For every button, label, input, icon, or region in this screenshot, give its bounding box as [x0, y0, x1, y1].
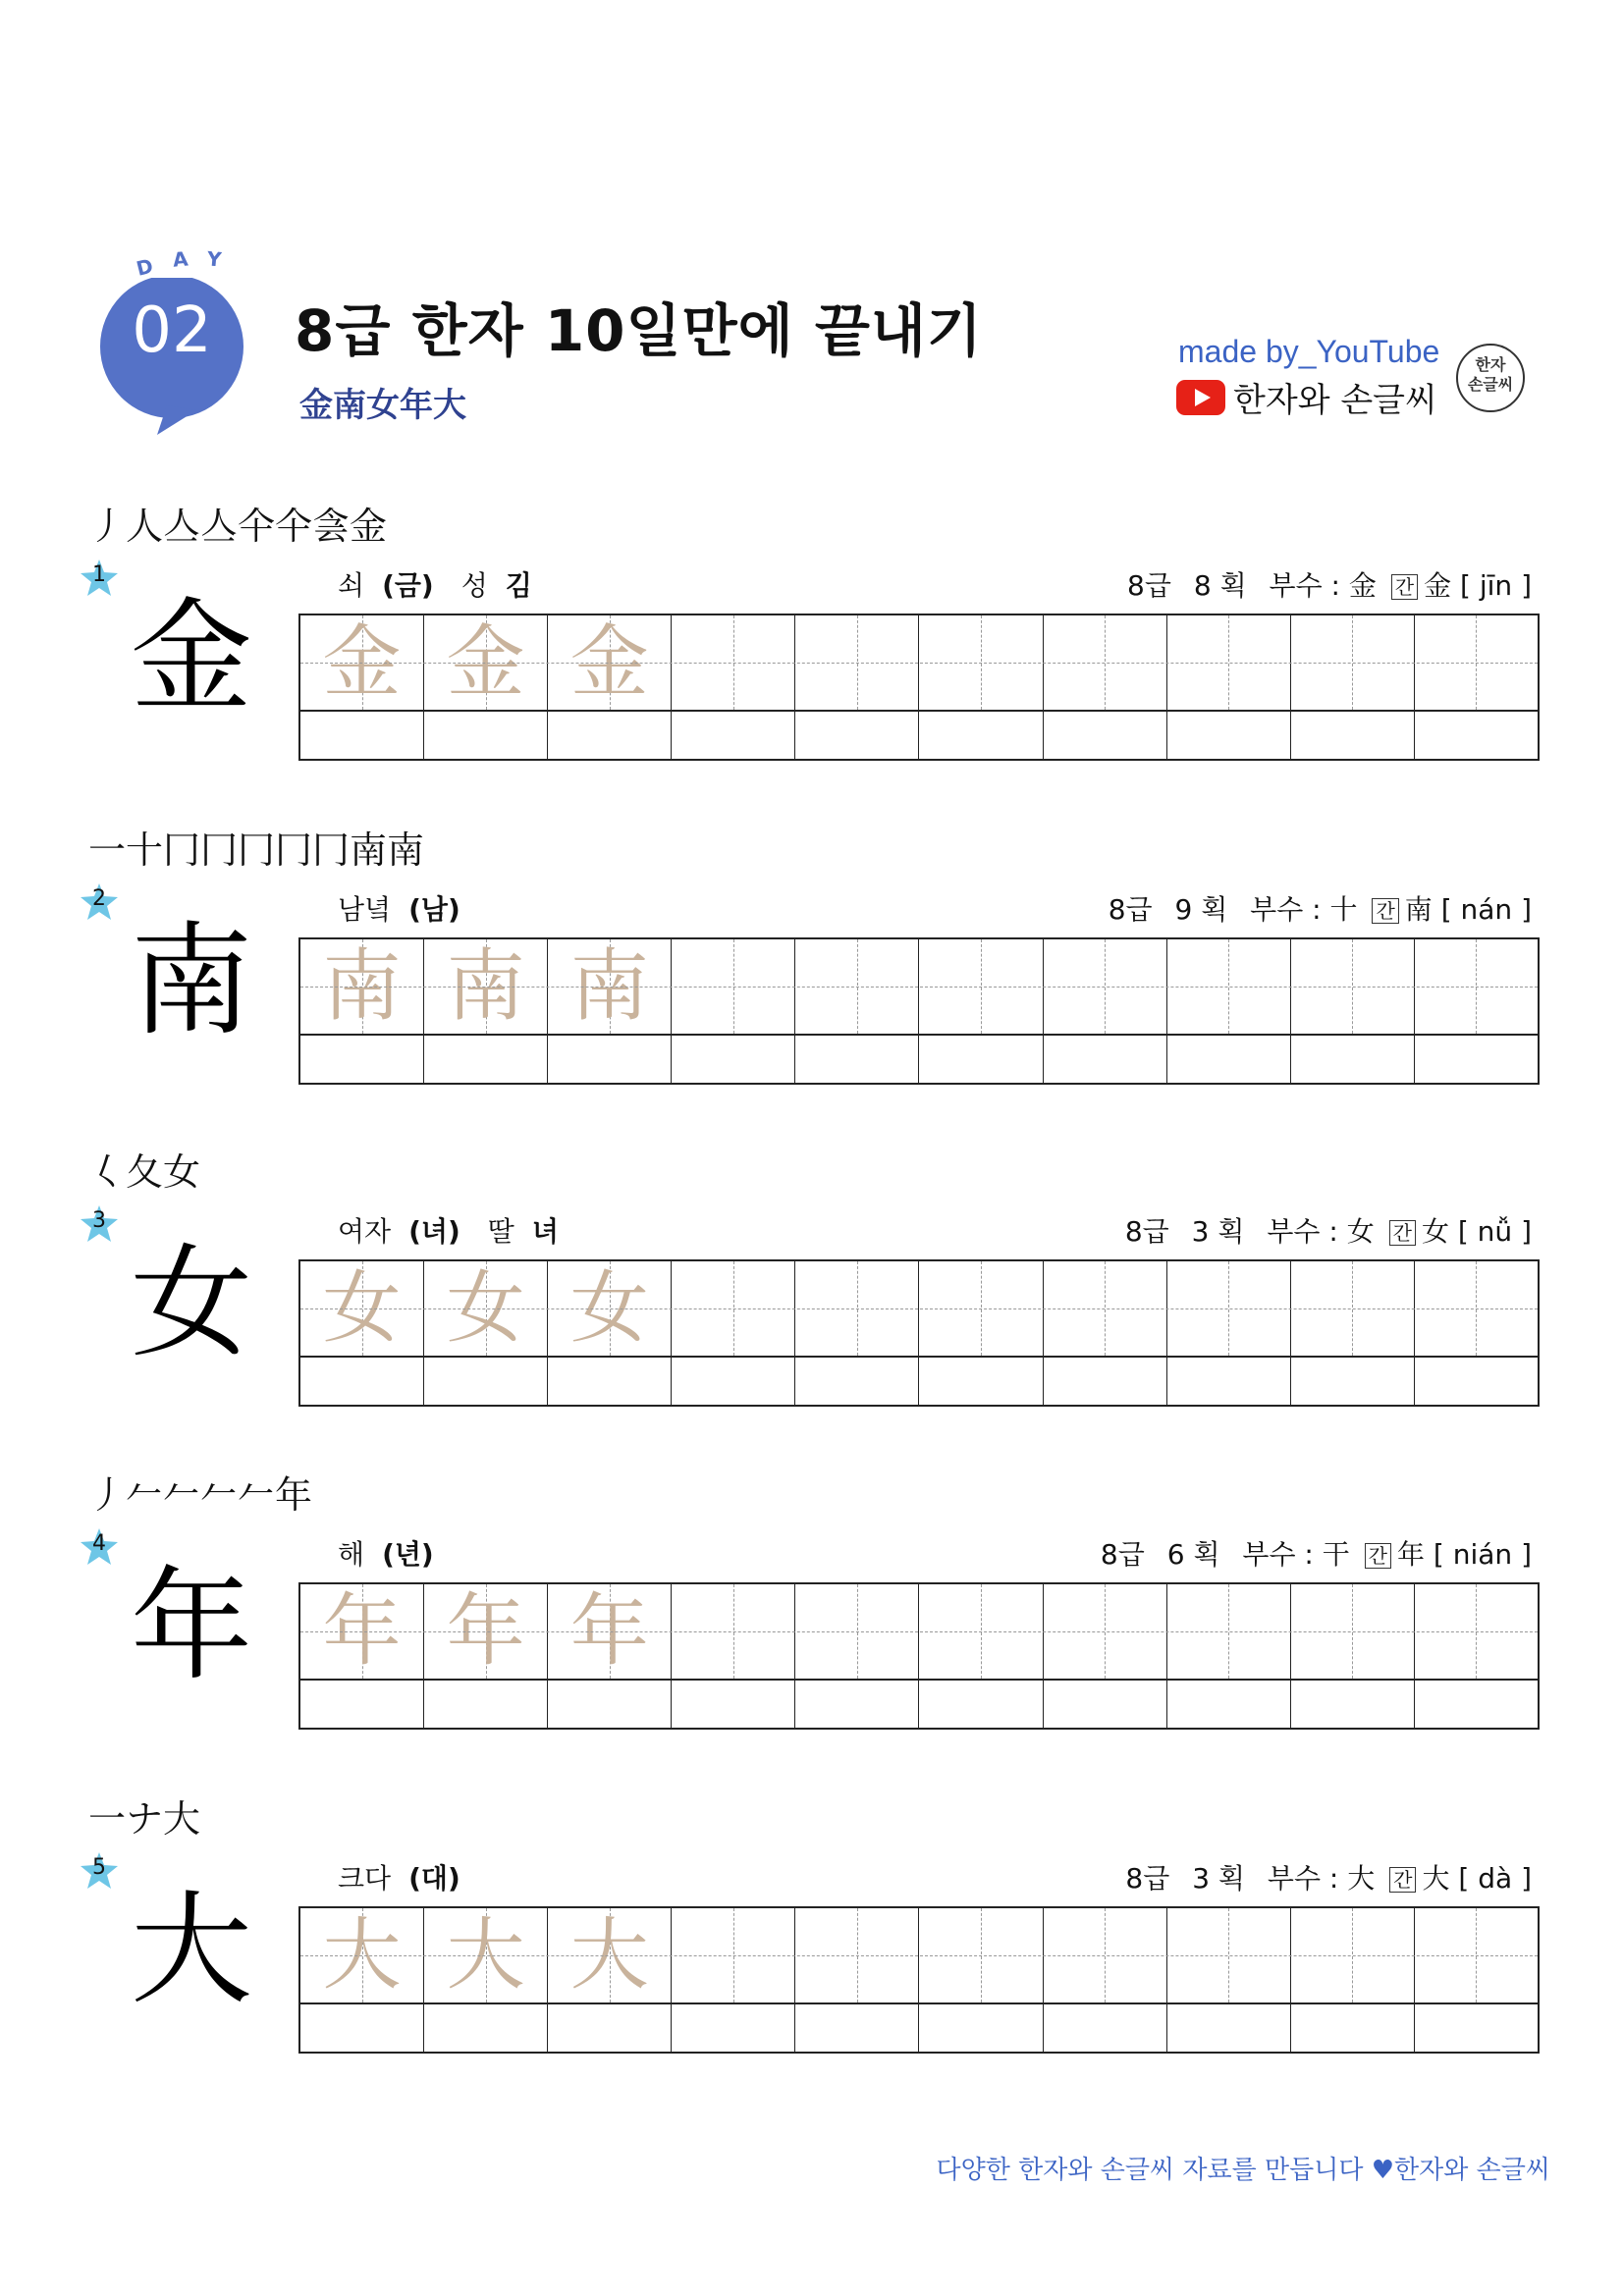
- grid-cell[interactable]: [1167, 939, 1291, 1083]
- main-character: 年: [130, 1556, 252, 1697]
- level: 8급: [1100, 1538, 1145, 1571]
- reading: (금): [382, 569, 434, 602]
- char-info: [1127, 564, 1532, 604]
- surname-value: 김: [505, 569, 532, 602]
- grid-divider: [300, 710, 1538, 712]
- trace-character: 女: [446, 1262, 525, 1354]
- item-number: 4: [92, 1531, 106, 1556]
- reading: (년): [382, 1538, 434, 1571]
- radical-label: 부수 :: [1267, 1862, 1339, 1895]
- simplified-mark: 간: [1391, 574, 1418, 600]
- meaning: 해: [338, 1538, 365, 1571]
- trace-character: 女: [322, 1262, 402, 1354]
- meaning: 쇠: [338, 569, 365, 602]
- grid-cell[interactable]: [672, 1261, 795, 1405]
- grid-cell[interactable]: [1415, 1261, 1538, 1405]
- page-title: 8급 한자 10일만에 끝내기: [295, 297, 983, 364]
- stroke-unit: 획: [1219, 569, 1247, 602]
- pinyin: [ dà ]: [1458, 1862, 1532, 1895]
- grid-cell[interactable]: [919, 1261, 1043, 1405]
- radical: 女: [1346, 1215, 1375, 1248]
- grid-cell[interactable]: [548, 1584, 672, 1728]
- channel-name: 한자와 손글씨: [1233, 381, 1437, 420]
- footer-channel: 한자와 손글씨: [1394, 2156, 1550, 2185]
- day-letter: A: [171, 246, 191, 272]
- grid-cell[interactable]: [1044, 615, 1167, 759]
- trace-character: 大: [446, 1909, 525, 2001]
- grid-cell[interactable]: [1044, 1908, 1167, 2052]
- grid-cell[interactable]: [1167, 615, 1291, 759]
- grid-cell[interactable]: [424, 1261, 548, 1405]
- radical: 金: [1348, 569, 1377, 602]
- meaning-line: [338, 1210, 559, 1250]
- radical: 十: [1329, 893, 1358, 926]
- stroke-count: 6: [1166, 1538, 1185, 1571]
- grid-cell[interactable]: [1291, 615, 1415, 759]
- stroke-unit: 획: [1217, 1215, 1245, 1248]
- grid-cell[interactable]: [300, 939, 424, 1083]
- grid-cell[interactable]: [300, 1908, 424, 2052]
- trace-character: 南: [322, 940, 402, 1032]
- trace-character: 年: [569, 1585, 649, 1677]
- heart-icon: ♥: [1371, 2156, 1395, 2185]
- radical: 大: [1347, 1862, 1376, 1895]
- grid-divider: [300, 2002, 1538, 2004]
- level: 8급: [1127, 569, 1171, 602]
- day-letter: Y: [206, 246, 225, 272]
- trace-character: 大: [569, 1909, 649, 2001]
- grid-cell[interactable]: [795, 1261, 919, 1405]
- simplified-char: 大: [1422, 1862, 1450, 1895]
- stroke-order: 一十冂冂冂冂冂南南: [88, 828, 425, 872]
- grid-divider: [300, 1679, 1538, 1681]
- grid-cell[interactable]: [548, 939, 672, 1083]
- grid-cell[interactable]: [1167, 1261, 1291, 1405]
- item-number: 5: [92, 1855, 106, 1880]
- grid-cell[interactable]: [548, 615, 672, 759]
- writing-grid[interactable]: [298, 937, 1540, 1085]
- grid-cell[interactable]: [1415, 1908, 1538, 2052]
- writing-grid[interactable]: [298, 1259, 1540, 1407]
- stroke-count: 3: [1191, 1215, 1210, 1248]
- trace-character: 南: [569, 940, 649, 1032]
- pinyin: [ nán ]: [1440, 893, 1532, 926]
- simplified-mark: 간: [1365, 1543, 1391, 1569]
- char-info: [1101, 1533, 1532, 1573]
- simplified-char: 南: [1404, 893, 1433, 926]
- grid-cell[interactable]: [1044, 1584, 1167, 1728]
- grid-cell[interactable]: [424, 1908, 548, 2052]
- stroke-count: 3: [1192, 1862, 1211, 1895]
- writing-grid[interactable]: [298, 1906, 1540, 2054]
- guide-line: [300, 1955, 1538, 1956]
- day-number: 02: [132, 294, 212, 367]
- grid-cell[interactable]: [919, 1584, 1043, 1728]
- trace-character: 金: [569, 616, 649, 708]
- stroke-unit: 획: [1217, 1862, 1245, 1895]
- grid-cell[interactable]: [1044, 1261, 1167, 1405]
- grid-cell[interactable]: [1291, 1261, 1415, 1405]
- stroke-order: 𡿨夂女: [88, 1150, 201, 1194]
- pinyin: [ nián ]: [1433, 1538, 1532, 1571]
- stroke-order: 丿𠂉𠂉𠂉𠂉年: [88, 1473, 313, 1517]
- grid-cell[interactable]: [1291, 939, 1415, 1083]
- grid-cell[interactable]: [1044, 939, 1167, 1083]
- trace-character: 年: [446, 1585, 525, 1677]
- guide-line: [300, 1631, 1538, 1632]
- surname-value: 녀: [531, 1215, 559, 1248]
- meaning-line: [338, 1857, 506, 1896]
- simplified-mark: 간: [1389, 1220, 1416, 1246]
- grid-cell[interactable]: [795, 1584, 919, 1728]
- grid-cell[interactable]: [1415, 1584, 1538, 1728]
- channel-link[interactable]: [1176, 373, 1437, 421]
- main-character: 女: [130, 1233, 252, 1374]
- grid-cell[interactable]: [672, 1908, 795, 2052]
- guide-line: [300, 987, 1538, 988]
- simplified-mark: 간: [1372, 898, 1398, 924]
- radical-label: 부수 :: [1242, 1538, 1314, 1571]
- simplified-mark: 간: [1389, 1867, 1416, 1893]
- footer-text: 다양한 한자와 손글씨 자료를 만듭니다: [936, 2156, 1364, 2185]
- grid-cell[interactable]: [795, 615, 919, 759]
- logo-text-bottom: 손글씨: [1467, 375, 1514, 394]
- level: 8급: [1108, 893, 1153, 926]
- trace-character: 南: [446, 940, 525, 1032]
- guide-line: [300, 1308, 1538, 1309]
- meaning-line: [338, 564, 532, 604]
- meaning: 크다: [338, 1862, 392, 1895]
- channel-logo: [1456, 344, 1525, 412]
- simplified-char: 金: [1424, 569, 1452, 602]
- pinyin: [ jīn ]: [1460, 569, 1532, 602]
- radical: 干: [1322, 1538, 1350, 1571]
- trace-character: 年: [322, 1585, 402, 1677]
- grid-cell[interactable]: [1167, 1908, 1291, 2052]
- reading: (대): [408, 1862, 460, 1895]
- stroke-unit: 획: [1201, 893, 1228, 926]
- grid-divider: [300, 1356, 1538, 1358]
- item-number: 3: [92, 1208, 106, 1233]
- grid-divider: [300, 1034, 1538, 1036]
- item-number: 1: [92, 562, 106, 587]
- grid-cell[interactable]: [424, 939, 548, 1083]
- grid-cell[interactable]: [1415, 939, 1538, 1083]
- stroke-count: 9: [1174, 893, 1193, 926]
- grid-cell[interactable]: [672, 939, 795, 1083]
- logo-text-top: 한자: [1475, 355, 1506, 374]
- grid-cell[interactable]: [795, 1908, 919, 2052]
- item-number: 2: [92, 886, 106, 911]
- level: 8급: [1125, 1862, 1170, 1895]
- meaning-line: [338, 888, 506, 928]
- trace-character: 女: [569, 1262, 649, 1354]
- stroke-unit: 획: [1193, 1538, 1220, 1571]
- grid-cell[interactable]: [300, 1584, 424, 1728]
- grid-cell[interactable]: [300, 1261, 424, 1405]
- youtube-icon: [1176, 380, 1225, 415]
- writing-grid[interactable]: [298, 614, 1540, 761]
- grid-cell[interactable]: [424, 615, 548, 759]
- surname-label: 딸: [487, 1215, 514, 1248]
- grid-cell[interactable]: [919, 615, 1043, 759]
- grid-cell[interactable]: [1415, 615, 1538, 759]
- grid-cell[interactable]: [1291, 1584, 1415, 1728]
- footer: [937, 2150, 1550, 2186]
- grid-cell[interactable]: [1167, 1584, 1291, 1728]
- trace-character: 大: [322, 1909, 402, 2001]
- pinyin: [ nǚ ]: [1457, 1215, 1532, 1248]
- main-character: 金: [130, 587, 252, 728]
- grid-cell[interactable]: [548, 1908, 672, 2052]
- char-info: [1125, 1210, 1532, 1250]
- grid-cell[interactable]: [1291, 1908, 1415, 2052]
- trace-character: 金: [322, 616, 402, 708]
- made-by-label: made by_YouTube: [1178, 334, 1440, 369]
- grid-cell[interactable]: [919, 939, 1043, 1083]
- simplified-char: 女: [1421, 1215, 1449, 1248]
- stroke-order: 一ナ大: [88, 1797, 201, 1841]
- surname-label: 성: [460, 569, 488, 602]
- guide-line: [300, 663, 1538, 664]
- trace-character: 金: [446, 616, 525, 708]
- reading: (남): [408, 893, 460, 926]
- radical-label: 부수 :: [1250, 893, 1322, 926]
- radical-label: 부수 :: [1267, 1215, 1338, 1248]
- reading: (녀): [408, 1215, 460, 1248]
- char-info: [1109, 888, 1532, 928]
- grid-cell[interactable]: [548, 1261, 672, 1405]
- level: 8급: [1124, 1215, 1169, 1248]
- day-letter: D: [134, 253, 158, 281]
- grid-cell[interactable]: [300, 615, 424, 759]
- meaning: 남녘: [338, 893, 392, 926]
- stroke-order: 丿人亼亼仐仐侌金: [88, 505, 388, 548]
- writing-grid[interactable]: [298, 1582, 1540, 1730]
- meaning-line: [338, 1533, 479, 1573]
- grid-cell[interactable]: [424, 1584, 548, 1728]
- main-character: 大: [130, 1880, 252, 2021]
- radical-label: 부수 :: [1269, 569, 1340, 602]
- main-character: 南: [130, 911, 252, 1052]
- stroke-count: 8: [1193, 569, 1212, 602]
- grid-cell[interactable]: [672, 615, 795, 759]
- meaning: 여자: [338, 1215, 392, 1248]
- day-label: [128, 245, 233, 281]
- grid-cell[interactable]: [919, 1908, 1043, 2052]
- page-subtitle: 金南女年大: [299, 386, 466, 425]
- simplified-char: 年: [1397, 1538, 1426, 1571]
- grid-cell[interactable]: [795, 939, 919, 1083]
- grid-cell[interactable]: [672, 1584, 795, 1728]
- char-info: [1125, 1857, 1532, 1896]
